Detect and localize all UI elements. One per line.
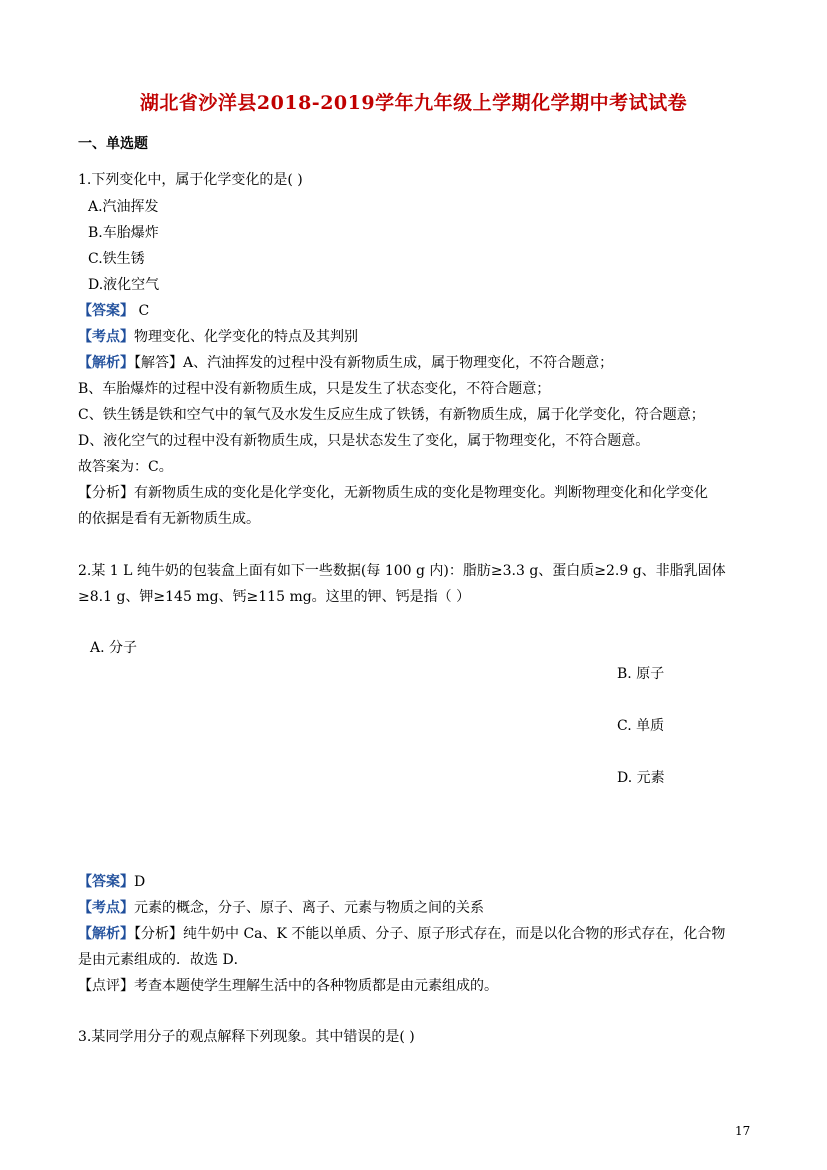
q1-option-d: D.液化空气	[88, 277, 160, 293]
q1-analysis-line-7: 的依据是看有无新物质生成。	[78, 511, 260, 527]
q2-option-a: A. 分子	[90, 640, 138, 656]
q1-analysis-line-5: 故答案为：C。	[78, 459, 173, 475]
page-number: 17	[735, 1124, 751, 1138]
answer-tag: 【答案】	[78, 874, 134, 890]
q2-answer-value: D	[134, 874, 146, 890]
q2-analysis-line-2: 是由元素组成的．故选 D．	[78, 952, 248, 968]
q1-analysis-line-2: B、车胎爆炸的过程中没有新物质生成，只是发生了状态变化，不符合题意；	[78, 381, 551, 397]
section-heading: 一、单选题	[78, 136, 148, 152]
q1-option-b: B.车胎爆炸	[88, 225, 159, 241]
q2-stem-line-1: 2.某 1 L 纯牛奶的包装盒上面有如下一些数据(每 100 g 内)：脂肪≥3.3 g、蛋白质≥2.9 g、非脂乳固体	[78, 563, 726, 579]
q2-stem-line-2: ≥8.1 g、钾≥145 mg、钙≥115 mg。这里的钾、钙是指（ ）	[78, 589, 471, 605]
q1-analysis-line-6: 【分析】有新物质生成的变化是化学变化，无新物质生成的变化是物理变化。判断物理变化和化学变化	[78, 485, 708, 501]
q1-point	[78, 327, 358, 347]
document-title: 湖北省沙洋县2018-2019学年九年级上学期化学期中考试试卷	[139, 92, 688, 114]
q1-stem: 1.下列变化中，属于化学变化的是( )	[78, 172, 303, 188]
q2-analysis-text-1: 【分析】纯牛奶中 Ca、K 不能以单质、分子、原子形式存在，而是以化合物的形式存在，化合物	[134, 926, 726, 942]
q1-answer	[78, 301, 149, 321]
q1-option-c: C.铁生锈	[88, 251, 145, 267]
q2-comment: 【点评】考查本题使学生理解生活中的各种物质都是由元素组成的。	[78, 978, 498, 994]
q3-stem: 3.某同学用分子的观点解释下列现象。其中错误的是( )	[78, 1029, 415, 1045]
q1-analysis-line-3: C、铁生锈是铁和空气中的氧气及水发生反应生成了铁锈，有新物质生成，属于化学变化，符合题意；	[78, 407, 705, 423]
answer-tag: 【答案】	[78, 303, 134, 319]
point-tag: 【考点】	[78, 329, 134, 345]
q2-analysis-line-1	[78, 924, 725, 944]
q1-analysis-line-4: D、液化空气的过程中没有新物质生成，只是状态发生了变化，属于物理变化，不符合题意。	[78, 433, 650, 449]
q2-point	[78, 898, 484, 918]
q2-answer	[78, 872, 145, 892]
analysis-tag: 【解析】	[78, 355, 134, 371]
analysis-tag: 【解析】	[78, 926, 134, 942]
q1-option-a: A.汽油挥发	[88, 199, 159, 215]
point-tag: 【考点】	[78, 900, 134, 916]
q1-answer-value: C	[134, 303, 150, 319]
q2-option-d: D. 元素	[617, 770, 665, 786]
q1-point-text: 物理变化、化学变化的特点及其判别	[134, 329, 358, 345]
q2-option-c: C. 单质	[617, 718, 665, 734]
q1-analysis-text-1: 【解答】A、汽油挥发的过程中没有新物质生成，属于物理变化，不符合题意；	[134, 355, 614, 371]
q2-option-b: B. 原子	[617, 666, 665, 682]
q1-analysis-line-1	[78, 353, 613, 373]
q2-point-text: 元素的概念，分子、原子、离子、元素与物质之间的关系	[134, 900, 484, 916]
